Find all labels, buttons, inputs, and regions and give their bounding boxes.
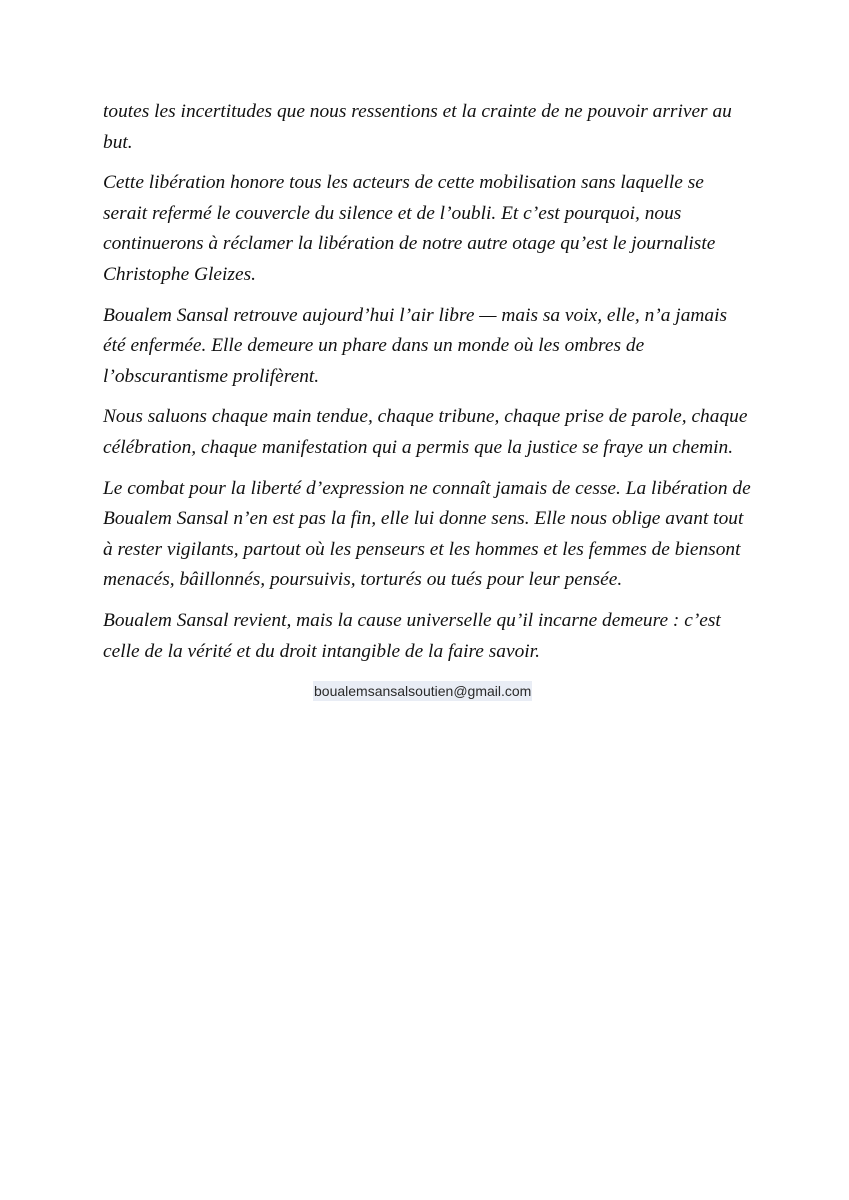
contact-email: boualemsansalsoutien@gmail.com (314, 683, 532, 699)
paragraph-1 (103, 97, 763, 158)
text-line: celle de la vérité et du droit intangible de la faire savoir. (103, 640, 540, 662)
paragraph-4 (103, 402, 763, 463)
paragraph-3 (103, 301, 763, 393)
text-line: Boualem Sansal retrouve aujourd’hui l’air libre — mais sa voix, elle, n’a jamais (103, 304, 728, 326)
text-line: menacés, bâillonnés, poursuivis, torturés ou tués pour leur pensée. (103, 569, 623, 591)
text-line: Cette libération honore tous les acteurs de cette mobilisation sans laquelle se (103, 172, 704, 194)
text-line: l’obscurantisme prolifèrent. (103, 365, 320, 387)
document-body (103, 97, 763, 677)
paragraph-5 (103, 474, 763, 596)
paragraph-2 (103, 168, 763, 290)
text-line: Le combat pour la liberté d’expression ne connaît jamais de cesse. La libération de (103, 477, 751, 499)
text-line: Boualem Sansal n’en est pas la fin, elle lui donne sens. Elle nous oblige avant tout (103, 508, 744, 530)
text-line: célébration, chaque manifestation qui a permis que la justice se fraye un chemin. (103, 436, 734, 458)
text-line: Christophe Gleizes. (103, 263, 256, 285)
text-line: été enfermée. Elle demeure un phare dans un monde où les ombres de (103, 335, 645, 357)
text-line: toutes les incertitudes que nous ressentions et la crainte de ne pouvoir arriver au (103, 101, 732, 122)
text-line: serait refermé le couvercle du silence et de l’oubli. Et c’est pourquoi, nous (103, 202, 682, 224)
text-line: Nous saluons chaque main tendue, chaque tribune, chaque prise de parole, chaque (103, 406, 748, 428)
text-line: continuerons à réclamer la libération de notre autre otage qu’est le journaliste (103, 233, 716, 255)
text-line: à rester vigilants, partout où les penseurs et les hommes et les femmes de biensont (103, 538, 741, 560)
text-line: but. (103, 131, 133, 153)
paragraph-6 (103, 606, 763, 667)
text-line: Boualem Sansal revient, mais la cause universelle qu’il incarne demeure : c’est (103, 609, 721, 631)
